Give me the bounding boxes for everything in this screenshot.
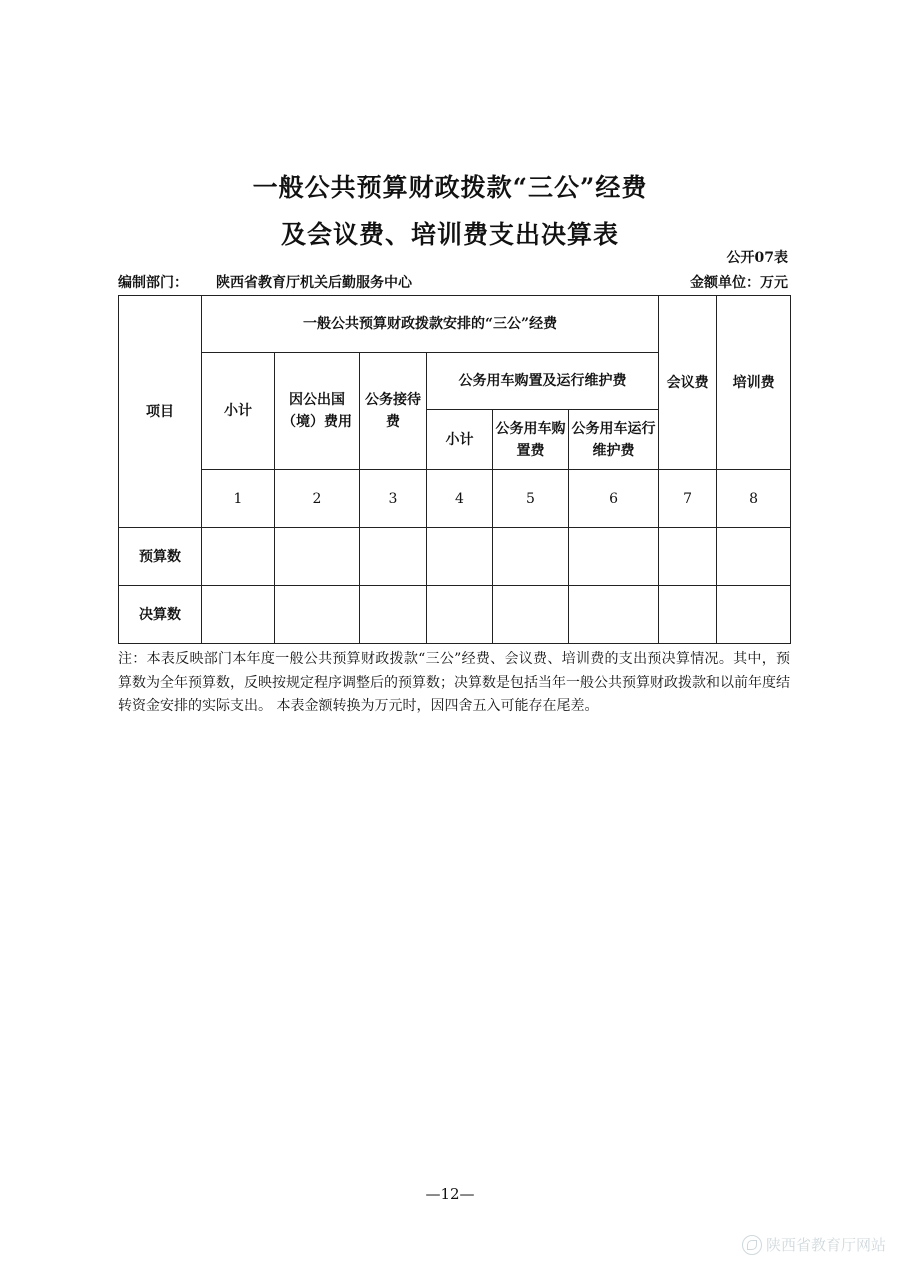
training-header: 培训费 bbox=[717, 296, 791, 470]
sangong-header: 一般公共预算财政拨款安排的“三公”经费 bbox=[202, 296, 659, 353]
row-label-final: 决算数 bbox=[119, 586, 202, 644]
vehicle-subtotal-header: 小计 bbox=[427, 410, 493, 470]
item-header: 项目 bbox=[119, 296, 202, 528]
table-note: 注：本表反映部门本年度一般公共预算财政拨款“三公”经费、会议费、培训费的支出预决算情况。其中，预算数为全年预算数，反映按规定程序调整后的预算数；决算数是包括当年一般公共预算财政拨款和以前年度结转资金安排的实际支出。 本表金额转换为万元时，因四舍五入可能存在尾差。 bbox=[118, 651, 790, 714]
table-row bbox=[119, 586, 791, 644]
col-number: 5 bbox=[493, 470, 569, 528]
reception-header: 公务接待费 bbox=[360, 353, 427, 470]
table-cell bbox=[202, 586, 275, 644]
vehicle-group-header: 公务用车购置及运行维护费 bbox=[427, 353, 659, 410]
unit-label: 金额单位：万元 bbox=[690, 275, 788, 291]
table-cell bbox=[493, 528, 569, 586]
table-cell bbox=[659, 528, 717, 586]
col-number: 1 bbox=[202, 470, 275, 528]
dept-value: 陕西省教育厅机关后勤服务中心 bbox=[216, 275, 412, 291]
watermark-text: 陕西省教育厅网站 bbox=[765, 1236, 886, 1254]
form-number: 公开07表 bbox=[726, 250, 788, 266]
watermark bbox=[742, 1234, 886, 1255]
watermark-logo-icon bbox=[742, 1235, 762, 1255]
dept-label: 编制部门： bbox=[118, 275, 188, 291]
table-row bbox=[119, 528, 791, 586]
table-cell bbox=[202, 528, 275, 586]
table-cell bbox=[717, 528, 791, 586]
col-number: 7 bbox=[659, 470, 717, 528]
col-number: 3 bbox=[360, 470, 427, 528]
table-cell bbox=[493, 586, 569, 644]
meeting-header: 会议费 bbox=[659, 296, 717, 470]
table-cell bbox=[360, 586, 427, 644]
col-number: 6 bbox=[569, 470, 659, 528]
table-cell bbox=[427, 528, 493, 586]
table-cell bbox=[569, 528, 659, 586]
table-cell bbox=[275, 586, 360, 644]
abroad-header: 因公出国（境）费用 bbox=[275, 353, 360, 470]
vehicle-purchase-header: 公务用车购置费 bbox=[493, 410, 569, 470]
table-cell bbox=[717, 586, 791, 644]
table-cell bbox=[569, 586, 659, 644]
row-label-budget: 预算数 bbox=[119, 528, 202, 586]
table-cell bbox=[360, 528, 427, 586]
table-cell bbox=[659, 586, 717, 644]
expenditure-table bbox=[118, 295, 791, 644]
table-cell bbox=[275, 528, 360, 586]
col-number: 4 bbox=[427, 470, 493, 528]
col-number: 2 bbox=[275, 470, 360, 528]
vehicle-operation-header: 公务用车运行维护费 bbox=[569, 410, 659, 470]
page-number: —12— bbox=[425, 1185, 475, 1203]
subtotal-header: 小计 bbox=[202, 353, 275, 470]
document-title-line2: 及会议费、培训费支出决算表 bbox=[280, 220, 619, 249]
table-cell bbox=[427, 586, 493, 644]
col-number: 8 bbox=[717, 470, 791, 528]
document-title-line1: 一般公共预算财政拨款“三公”经费 bbox=[252, 173, 648, 202]
